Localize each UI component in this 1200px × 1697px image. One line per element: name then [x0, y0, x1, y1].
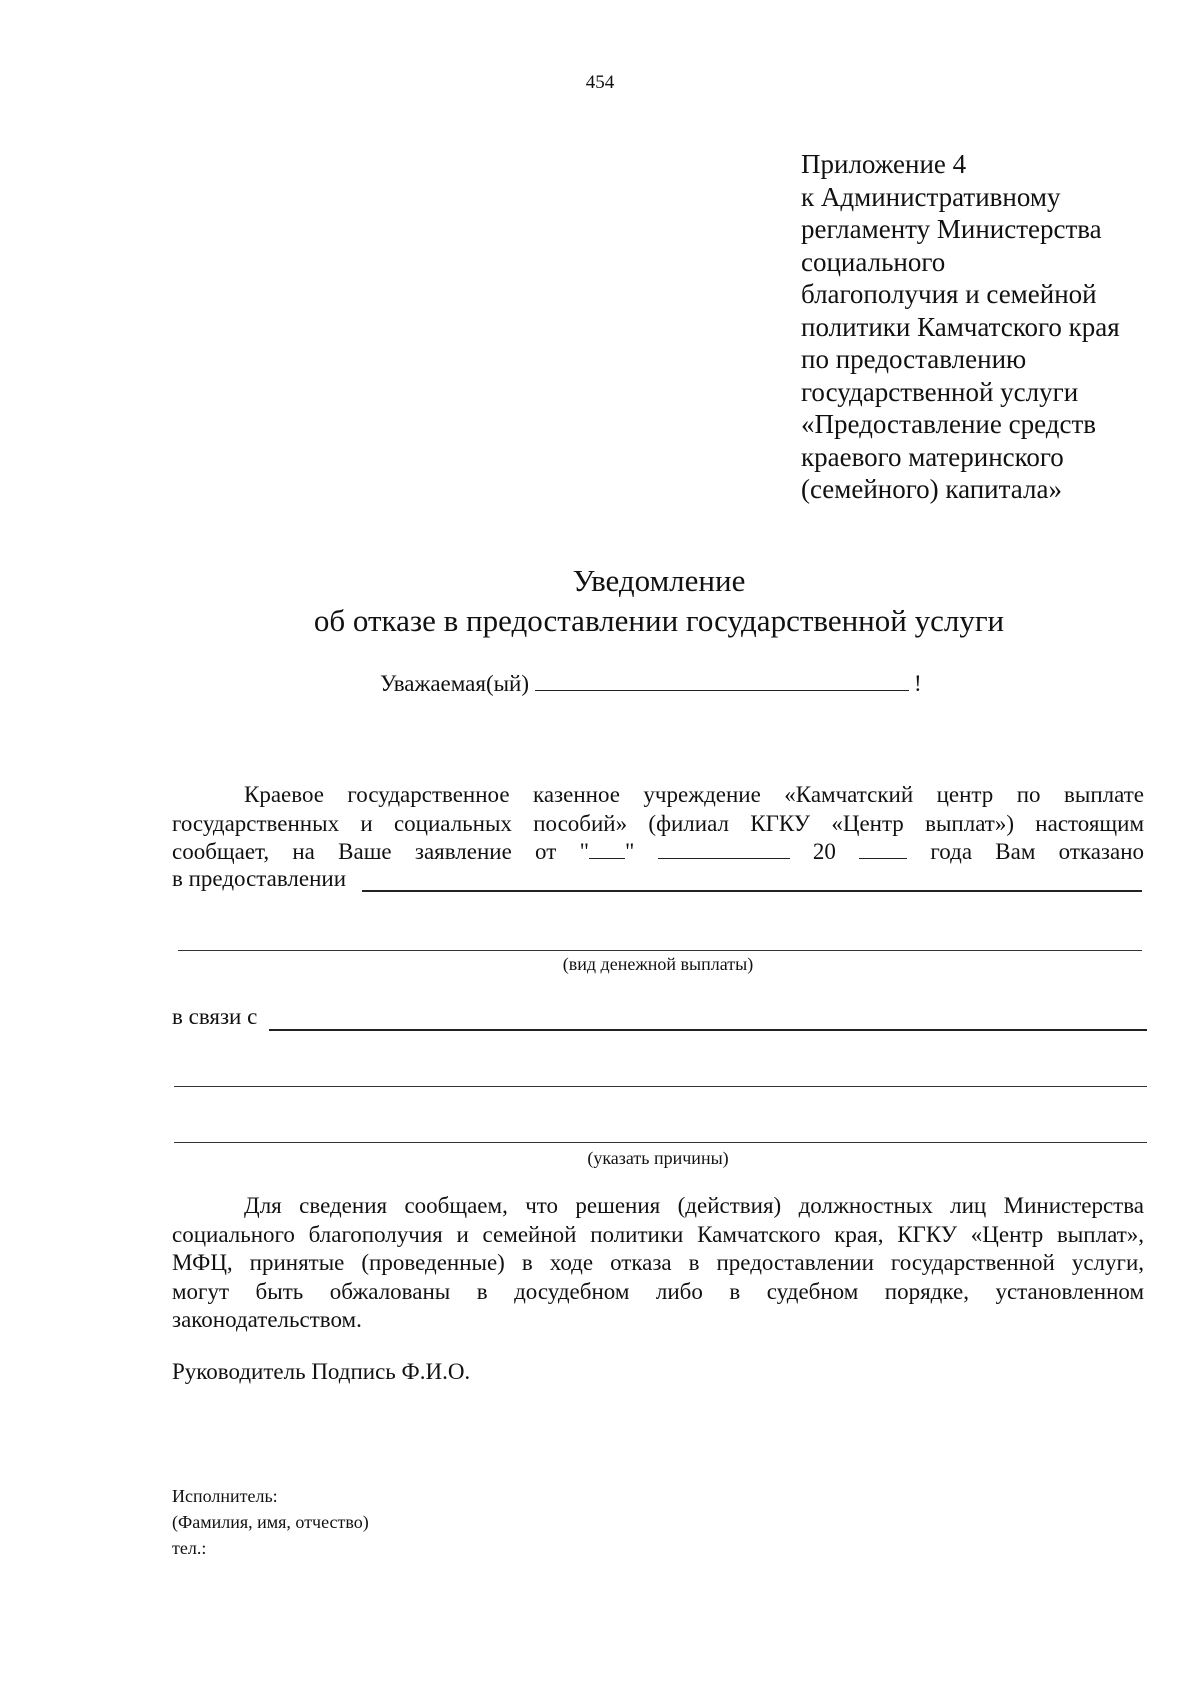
greeting-line [380, 668, 922, 697]
paragraph-line: могут быть обжалованы в досудебном либо в судебном порядке, установленном [172, 1278, 1144, 1304]
paragraph-line: законодательством. [172, 1307, 362, 1332]
paragraph-line-date [172, 838, 1144, 867]
executor-block [172, 1483, 369, 1561]
reason-blank-3[interactable] [174, 1122, 1147, 1143]
paragraph-line: Краевое государственное казенное учреждение «Камчатский центр по выплате [244, 782, 1144, 807]
refusal-paragraph [172, 781, 1144, 867]
paragraph-line: МФЦ, принятые (проведенные) в ходе отказа в предоставлении государственной услуги, [172, 1250, 1144, 1275]
appendix-line: политики Камчатского края [801, 311, 1120, 342]
appendix-line: регламенту Министерства [801, 214, 1102, 244]
appendix-line: краевого материнского [801, 441, 1064, 472]
payment-type-caption: (вид денежной выплаты) [562, 954, 754, 974]
reason-blank-2[interactable] [174, 1066, 1147, 1087]
document-title: Уведомление [572, 563, 746, 598]
due-to-label: в связи с [172, 1004, 258, 1029]
provision-blank[interactable] [362, 868, 1142, 892]
provision-label: в предоставлении [172, 866, 347, 891]
paragraph-line: социального благополучия и семейной политики Камчатского края, КГКУ «Центр выплат», [172, 1221, 1144, 1247]
quote-open: " [579, 839, 589, 864]
executor-name-hint: (Фамилия, имя, отчество) [172, 1512, 369, 1532]
year-prefix: 20 [812, 839, 836, 864]
year-blank[interactable] [859, 838, 907, 859]
appendix-line: государственной услуги [801, 376, 1079, 407]
signature-line: Руководитель Подпись Ф.И.О. [172, 1359, 471, 1384]
quote-close: " [624, 839, 635, 864]
appendix-line: по предоставлению [801, 344, 1027, 374]
appendix-line: благополучия и семейной [801, 279, 1097, 309]
appendix-line: Приложение 4 [801, 149, 967, 179]
executor-phone-label: тел.: [172, 1538, 207, 1558]
payment-type-blank[interactable] [178, 928, 1142, 951]
paragraph-line: Для сведения сообщаем, что решения (действия) должностных лиц Министерства [244, 1193, 1144, 1218]
month-blank[interactable] [658, 838, 790, 859]
greeting-prefix: Уважаемая(ый) [380, 671, 530, 696]
appendix-line: к Административному [801, 181, 1061, 212]
appendix-header [801, 148, 1171, 506]
reasons-caption: (указать причины) [587, 1148, 729, 1168]
paragraph-text: года Вам отказано [930, 839, 1145, 864]
page-number: 454 [585, 72, 615, 93]
reason-blank-1[interactable] [269, 1007, 1147, 1031]
appendix-line: «Предоставление средств [801, 409, 1096, 439]
appeal-paragraph [172, 1192, 1144, 1335]
day-blank[interactable] [589, 838, 625, 859]
paragraph-text: сообщает, на Ваше заявление от [172, 839, 557, 864]
executor-label: Исполнитель: [172, 1486, 278, 1506]
greeting-suffix: ! [914, 671, 922, 696]
appendix-line: (семейного) капитала» [801, 474, 1062, 504]
appendix-line: социального [801, 246, 946, 277]
document-subtitle: об отказе в предоставлении государственной услуги [313, 603, 1005, 638]
addressee-name-blank[interactable] [535, 668, 909, 691]
paragraph-line: государственных и социальных пособий» (филиал КГКУ «Центр выплат») настоящим [172, 810, 1144, 836]
